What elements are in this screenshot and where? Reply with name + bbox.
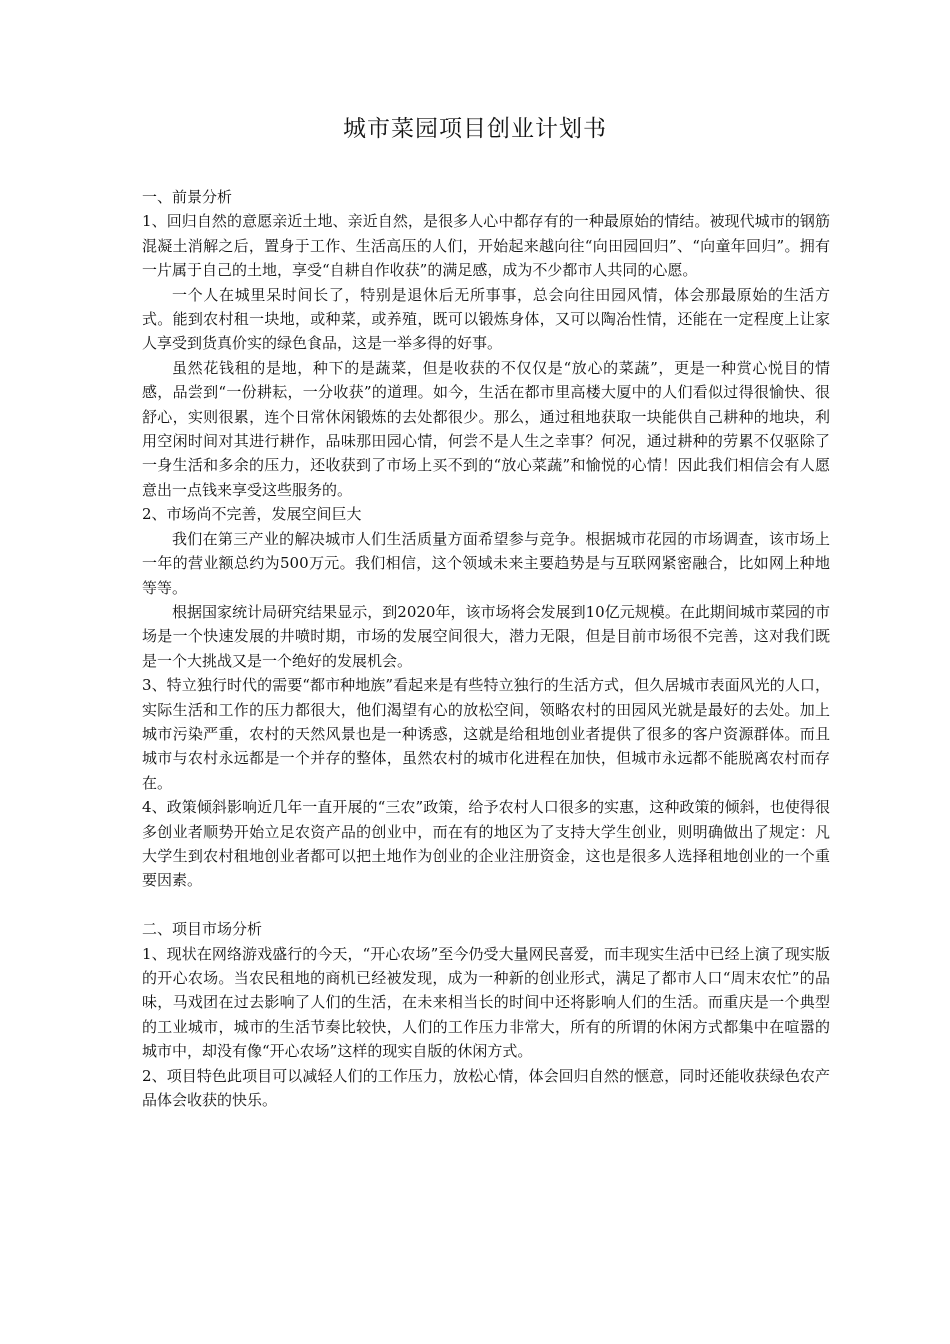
section-spacer xyxy=(142,893,830,917)
document-title: 城市菜园项目创业计划书 xyxy=(343,116,607,142)
paragraph-return-to-nature: 1、回归自然的意愿亲近土地、亲近自然，是很多人心中都存有的一种最原始的情结。被现代城市的钢筋混凝土消解之后，置身于工作、生活高压的人们，开始起来越向往“向田园回归”、“向童年回归”。拥有一片属于自己的土地，享受“自耕自作收获”的满足感，成为不少都市人共同的心愿。 xyxy=(142,212,830,280)
paragraph-project-features: 2、项目特色此项目可以减轻人们的工作压力，放松心情，体会回归自然的惬意，同时还能收获绿色农产品体会收获的快乐。 xyxy=(142,1066,830,1110)
paragraph-current-status: 1、现状在网络游戏盛行的今天，“开心农场”至今仍受大量网民喜爱，而丰现实生活中已经上演了现实版的开心农场。当农民租地的商机已经被发现，成为一种新的创业形式，满足了都市人口“周末农忙”的品味，马戏团在过去影响了人们的生活，在未来相当长的时间中还将影响人们的生活。而重庆是一个典型的工业城市，城市的生活节奏比较快，人们的工作压力非常大，所有的所谓的休闲方式都集中在喧嚣的城市中，却没有像“开心农场”这样的现实自版的休闲方式。 xyxy=(142,944,830,1061)
paragraph-market-forecast: 根据国家统计局研究结果显示，到2020年，该市场将会发展到10亿元规模。在此期间城市菜园的市场是一个快速发展的井喷时期，市场的发展空间很大，潜力无限，但是目前市场很不完善，这对我们既是一个大挑战又是一个绝好的发展机会。 xyxy=(142,602,830,670)
paragraph-urban-farmers: 3、特立独行时代的需要“都市种地族”看起来是有些特立独行的生活方式，但久居城市表面风光的人口，实际生活和工作的压力都很大，他们渴望有心的放松空间，领略农村的田园风光就是最好的去处。加上城市污染严重，农村的天然风景也是一种诱惑，这就是给租地创业者提供了很多的客户资源群体。而且城市与农村永远都是一个并存的整体，虽然农村的城市化进程在加快，但城市永远都不能脱离农村而存在。 xyxy=(142,676,830,792)
paragraph-market-space-heading: 2、市场尚不完善，发展空间巨大 xyxy=(142,505,362,524)
paragraph-policy-support: 4、政策倾斜影响近几年一直开展的“三农”政策，给予农村人口很多的实惠，这种政策的倾斜，也使得很多创业者顺势开始立足农资产品的创业中，而在有的地区为了支持大学生创业，则明确做出了规定：凡大学生到农村租地创业者都可以把土地作为创业的企业注册资金，这也是很多人选择租地创业的一个重要因素。 xyxy=(142,798,830,890)
paragraph-rented-land-value: 虽然花钱租的是地，种下的是蔬菜，但是收获的不仅仅是“放心的菜蔬”，更是一种赏心悦目的情感，品尝到“一份耕耘，一分收获”的道理。如今，生活在都市里高楼大厦中的人们看似过得很愉快、很舒心，实则很累，连个日常休闲锻炼的去处都很少。那么，通过租地获取一块能供自己耕种的地块，利用空闲时间对其进行耕作，品味那田园心情，何尝不是人生之幸事？何况，通过耕种的劳累不仅驱除了一身生活和多余的压力，还收获到了市场上买不到的“放心菜蔬”和愉悦的心情！因此我们相信会有人愿意出一点钱来享受这些服务的。 xyxy=(142,358,830,499)
paragraph-market-survey: 我们在第三产业的解决城市人们生活质量方面希望参与竞争。根据城市花园的市场调查，该市场上一年的营业额总约为500万元。我们相信，这个领域未来主要趋势是与互联网紧密融合，比如网上种地等等。 xyxy=(142,529,830,597)
paragraph-retiree-farming: 一个人在城里呆时间长了，特别是退休后无所事事，总会向往田园风情，体会那最原始的生活方式。能到农村租一块地，或种菜，或养殖，既可以锻炼身体，又可以陶冶性情，还能在一定程度上让家人享受到货真价实的绿色食品，这是一举多得的好事。 xyxy=(142,285,830,353)
section-heading-prospects: 一、前景分析 xyxy=(142,188,233,206)
section-heading-market-analysis: 二、项目市场分析 xyxy=(142,920,263,939)
document-body xyxy=(142,185,830,1112)
